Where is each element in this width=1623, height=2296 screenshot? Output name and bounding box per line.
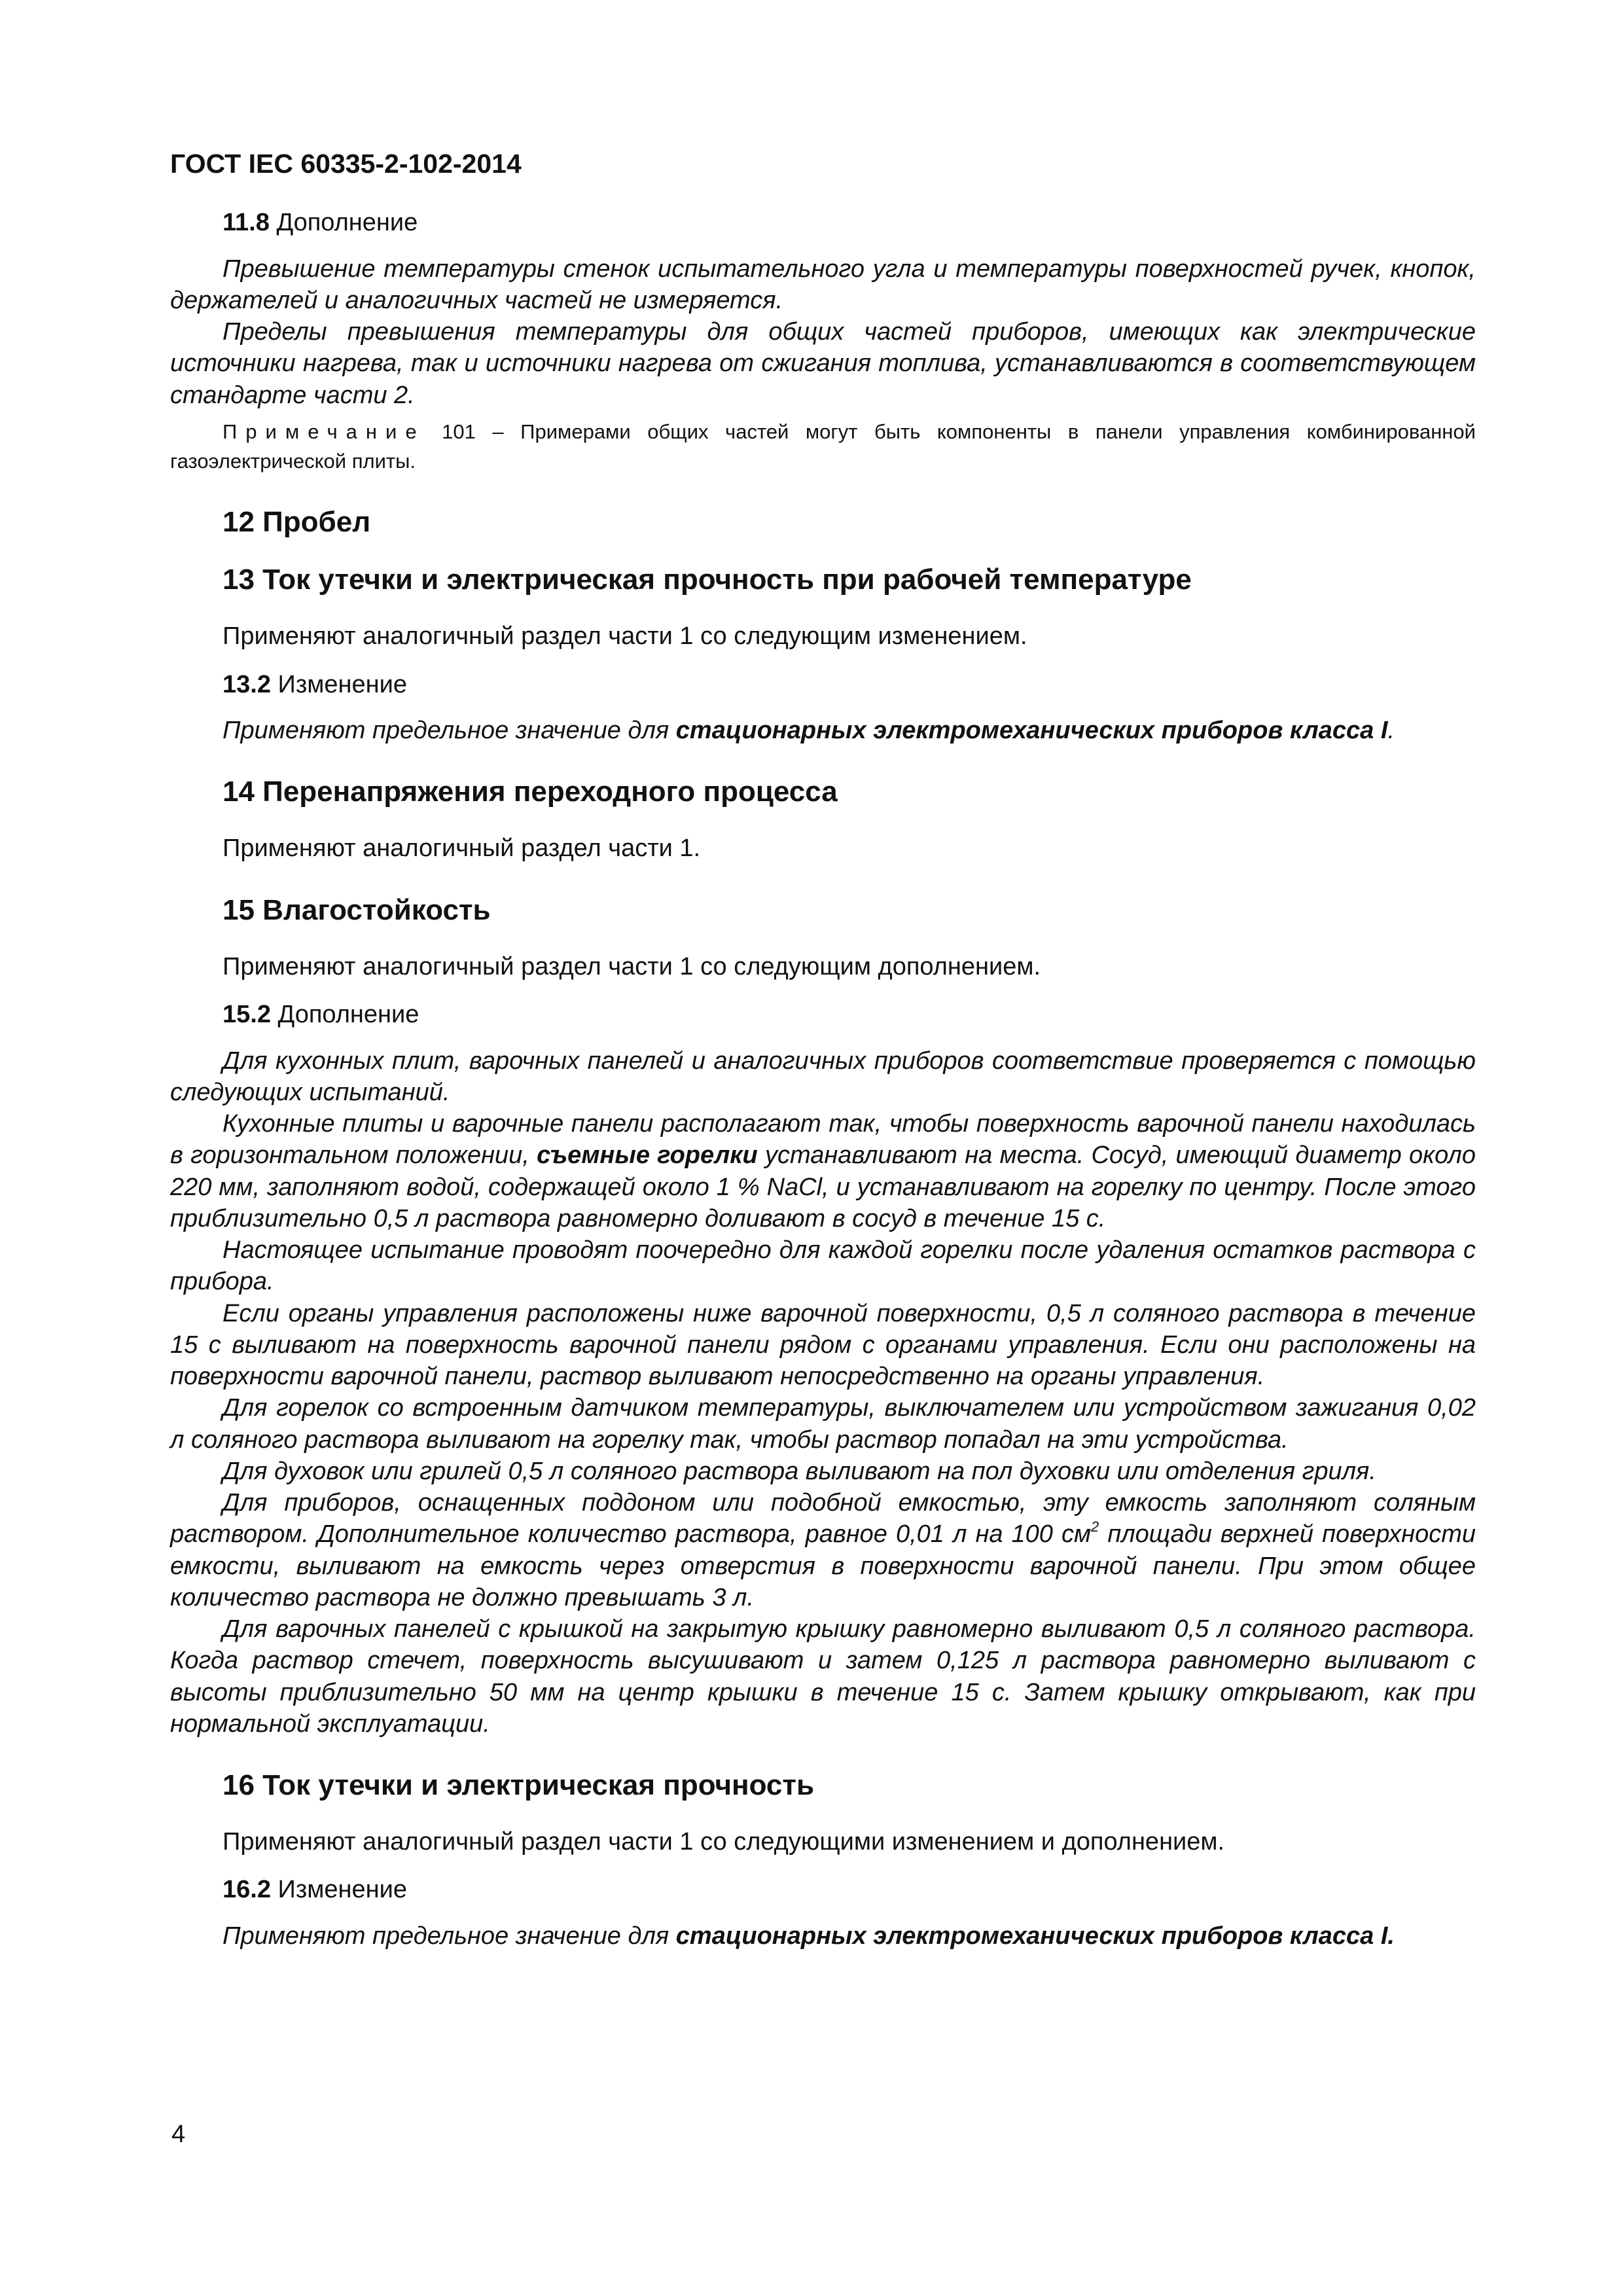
note-text: 101 – Примерами общих частей могут быть компоненты в панели управления комбинированной газоэлектрической плиты.: [170, 420, 1476, 473]
clause-heading: [223, 999, 1476, 1031]
note: [170, 418, 1476, 476]
paragraph: Для варочных панелей с крышкой на закрытую крышку равномерно выливают 0,5 л соляного раствора. Когда раствор стечет, поверхность высушивают и затем 0,125 л раствора равномерно выливают с высоты приблизительно 50 мм на центр крышки в течение 15 с. Затем крышку открывают, как при нормальной эксплуатации.: [170, 1615, 1476, 1738]
paragraph: Если органы управления расположены ниже варочной поверхности, 0,5 л соляного раствора в течение 15 с выливают на поверхность варочной панели рядом с органами управления. Если они расположены на поверхности варочной панели, раствор выливают непосредственно на органы управления.: [170, 1299, 1476, 1391]
text-run: площади верхней поверхности емкости, выливают на емкость через отверстия в поверхности варочной панели. При этом общее количество раствора не должно превышать 3 л.: [170, 1520, 1476, 1611]
paragraph: Для горелок со встроенным датчиком температуры, выключателем или устройством зажигания 0,02 л соляного раствора выливают на горелку так, чтобы раствор попадал на эти устройства.: [170, 1394, 1476, 1454]
document-code: ГОСТ IEC 60335-2-102-2014: [170, 149, 522, 179]
paragraph: Пределы превышения температуры для общих частей приборов, имеющих как электрические источники нагрева, так и источники нагрева от сжигания топлива, устанавливаются в соответствующем стандарте части 2.: [170, 318, 1476, 409]
section-intro: Применяют аналогичный раздел части 1 со следующими изменением и дополнением.: [223, 1827, 1225, 1856]
defined-term: съемные горелки: [537, 1141, 758, 1170]
clause-15-2-body: [170, 1045, 1476, 1740]
page-number: 4: [171, 2121, 186, 2148]
clause-number: 15.2: [223, 1001, 271, 1029]
section-intro: Применяют аналогичный раздел части 1 со следующим дополнением.: [223, 952, 1041, 980]
section-heading-13: 13 Ток утечки и электрическая прочность при рабочей температуре: [223, 564, 1192, 596]
paragraph: Для кухонных плит, варочных панелей и аналогичных приборов соответствие проверяется с помощью следующих испытаний.: [170, 1047, 1476, 1106]
superscript: 2: [1091, 1518, 1099, 1535]
clause-number: 13.2: [223, 670, 271, 698]
paragraph: [170, 1108, 1476, 1234]
paragraph: Для духовок или грилей 0,5 л соляного раствора выливают на пол духовки или отделения гриля.: [223, 1457, 1376, 1485]
section-intro: Применяют аналогичный раздел части 1 со следующим изменением.: [223, 622, 1027, 651]
text-run: .: [1387, 717, 1395, 745]
section-14-body: [170, 833, 1476, 865]
paragraph: [170, 715, 1476, 746]
clause-heading: [223, 207, 1476, 239]
section-heading-12: 12 Пробел: [223, 505, 371, 538]
note-label: Примечание: [223, 420, 425, 443]
clause-heading: [223, 670, 1476, 701]
section-heading-14: 14 Перенапряжения переходного процесса: [223, 776, 838, 808]
defined-term: стационарных электромеханических приборов класса I.: [675, 1922, 1395, 1950]
paragraph: Превышение температуры стенок испытательного угла и температуры поверхностей ручек, кнопок, держателей и аналогичных частей не измеряется.: [170, 255, 1476, 314]
paragraph: Настоящее испытание проводят поочередно для каждой горелки после удаления остатков раствора с прибора.: [170, 1236, 1476, 1296]
section-intro: Применяют аналогичный раздел части 1.: [223, 834, 701, 863]
clause-11-8: [170, 207, 1476, 476]
defined-term: стационарных электромеханических приборов класса I: [675, 717, 1388, 745]
section-heading-16: 16 Ток утечки и электрическая прочность: [223, 1769, 814, 1802]
text-run: Кухонные плиты и варочные панели располагают так, чтобы поверхность варочной панели находилась в горизонтальном положении,: [170, 1110, 1476, 1170]
clause-title: Дополнение: [277, 1001, 419, 1029]
clause-title: Изменение: [277, 1876, 407, 1904]
clause-title: Дополнение: [276, 209, 418, 236]
clause-heading: [223, 1874, 1476, 1906]
text-run: устанавливают на места. Сосуд, имеющий диаметр около 220 мм, заполняют водой, содержащей около 1 % NaCl, и устанавливают на горелку по центру. После этого приблизительно 0,5 л раствора равномерно доливают в сосуд в течение 15 с.: [170, 1141, 1476, 1232]
clause-title: Изменение: [277, 670, 407, 698]
paragraph: [170, 1487, 1476, 1613]
clause-number: 11.8: [223, 209, 270, 236]
text-run: Применяют предельное значение для: [223, 1922, 676, 1950]
text-run: Для приборов, оснащенных поддоном или подобной емкостью, эту емкость заполняют соляным раствором. Дополнительное количество раствора, равное 0,01 л на 100 см: [170, 1489, 1476, 1549]
clause-13-2-body: [170, 715, 1476, 746]
paragraph: [170, 1920, 1476, 1952]
document-page: [170, 151, 1476, 1952]
text-run: Применяют предельное значение для: [223, 717, 676, 745]
section-heading-15: 15 Влагостойкость: [223, 893, 491, 926]
clause-number: 16.2: [223, 1876, 271, 1904]
